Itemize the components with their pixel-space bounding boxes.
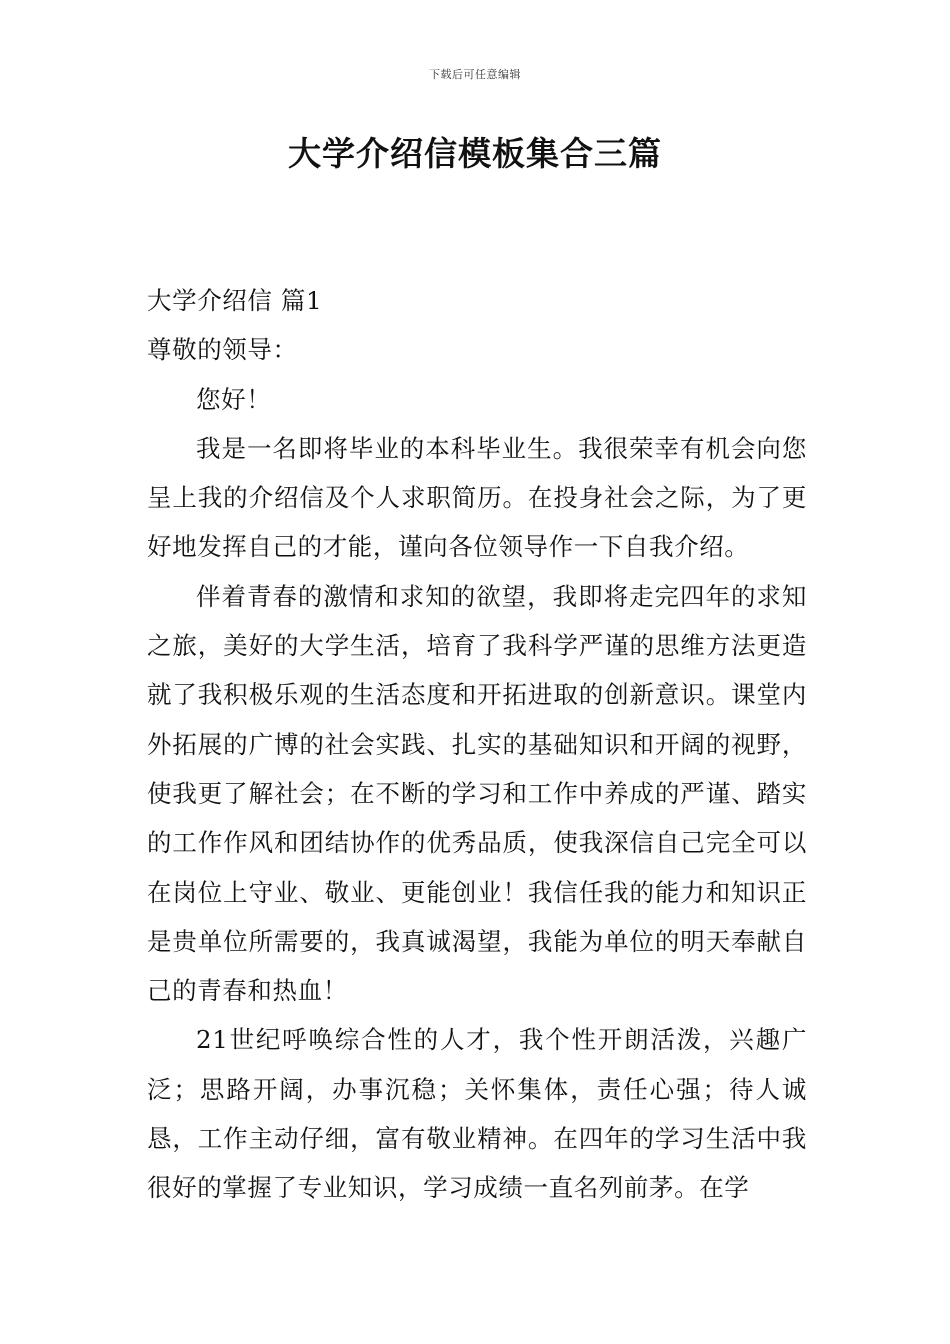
salutation: 尊敬的领导： [147,335,298,365]
document-title: 大学介绍信模板集合三篇 [288,134,662,173]
section-heading: 大学介绍信 篇1 [147,286,323,315]
header-note: 下载后可任意编辑 [429,68,521,81]
body-paragraph-3: 21世纪呼唤综合性的人才，我个性开朗活泼，兴趣广泛；思路开阔，办事沉稳；关怀集体，责任心强；待人诚恳，工作主动仔细，富有敬业精神。在四年的学习生活中我很好的掌握了专业知识，学习成绩一直名列前茅。在学 [147,1025,807,1203]
body-paragraph-2: 伴着青春的激情和求知的欲望，我即将走完四年的求知之旅，美好的大学生活，培育了我科学严谨的思维方法更造就了我积极乐观的生活态度和开拓进取的创新意识。课堂内外拓展的广博的社会实践、扎实的基础知识和开阔的视野，使我更了解社会；在不断的学习和工作中养成的严谨、踏实的工作作风和团结协作的优秀品质，使我深信自己完全可以在岗位上守业、敬业、更能创业！我信任我的能力和知识正是贵单位所需要的，我真诚渴望，我能为单位的明天奉献自己的青春和热血！ [147,581,807,1006]
body-paragraph-1: 我是一名即将毕业的本科毕业生。我很荣幸有机会向您呈上我的介绍信及个人求职简历。在投身社会之际，为了更好地发挥自己的才能，谨向各位领导作一下自我介绍。 [147,433,807,562]
document-body [147,276,807,1213]
greeting: 您好！ [196,384,272,414]
